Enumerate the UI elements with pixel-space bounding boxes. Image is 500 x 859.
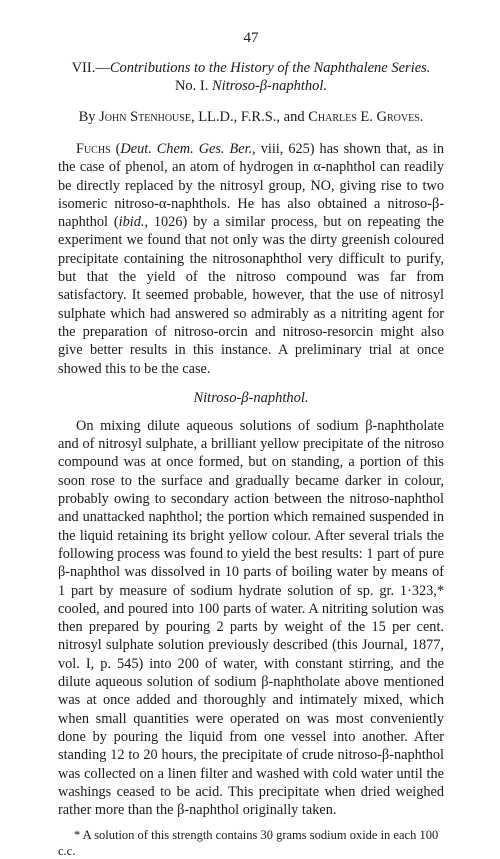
article-number: VII.— — [71, 60, 110, 76]
article-title-text: Contributions to the History of the Naphthalene Series. — [109, 60, 431, 76]
para1-open: ( — [110, 141, 121, 157]
paragraph-intro — [58, 140, 444, 378]
cited-author: Fuchs — [76, 141, 111, 157]
paragraph-method: On mixing dilute aqueous solutions of sodium β-naphtholate and of nitrosyl sulphate, a brilliant yellow precipitate of the nitroso compound was at once formed, but on standing, a portion of this soon rose to the surface and gradually became darker in colour, probably owing to secondary action between the nitroso-naphthol and unattacked naphthol; the portion which remained suspended in the liquid retaining its bright yellow colour. After several trials the following process was found to yield the best results: 1 part of pure β-naphthol was dissolved in 10 parts of boiling water by means of 1 part by measure of sodium hydrate solution of sp. gr. 1·323,* cooled, and poured into 100 parts of water. A nitriting solution was then prepared by pouring 2 parts by weight of the 15 per cent. nitrosyl sulphate solution previously described (this Journal, 1877, vol. I, p. 545) into 200 of water, with constant stirring, and the dilute aqueous solution of sodium β-naphtholate above mentioned was at once added and thoroughly and intimately mixed, which when small quantities were operated on was most conveniently done by pouring the liquid from one vessel into another. After standing 12 to 20 hours, the precipitate of crude nitroso-β-naphthol was collected on a linen filter and washed with cold water until the washings ceased to be acid. This precipitate when dried weighed rather more than the β-naphthol originally taken. — [58, 417, 444, 819]
article-subtitle — [58, 77, 444, 95]
citation-journal: Deut. Chem. Ges. Ber. — [120, 141, 253, 157]
para1-text-a: , viii, 625) has shown that, as in the case of phenol, an atom of hydrogen in α-naphthol can readily be directly replaced by the nitrosyl group, NO, giving rise to two isomeric nitroso-α-naphthols. He has also obtained a nitroso-β-naphthol ( — [58, 141, 444, 231]
page-number: 47 — [243, 30, 259, 46]
subtitle-prefix: No. I. — [174, 78, 212, 94]
para1-text-b: , 1026) by a similar process, but on repeating the experiment we found that not only was the dirty greenish coloured precipitate containing the nitrosonaphthol very difficult to purify, but that the yield of the nitroso compound was far from satisfactory. It seemed probable, however, that the use of nitrosyl sulphate which had answered so admirably as a nitriting agent for the preparation of nitroso-orcin and nitroso-resorcin might also give better results in this instance. A preliminary trial at once showed this to be the case. — [58, 214, 444, 377]
author-2: Charles E. Groves — [308, 109, 420, 125]
footnote: * A solution of this strength contains 30 grams sodium oxide in each 100 c.c. — [58, 828, 439, 859]
article-title — [58, 59, 444, 77]
byline-end: . — [419, 109, 424, 125]
byline — [58, 109, 444, 126]
section-heading-text: Nitroso-β-naphthol. — [193, 389, 309, 406]
byline-by: By — [78, 109, 100, 125]
author-1: John Stenhouse — [99, 109, 191, 125]
section-heading — [58, 390, 444, 407]
subtitle-text: Nitroso-β-naphthol. — [212, 78, 328, 94]
citation-ibid: ibid. — [118, 214, 145, 231]
author-1-suffix: , LL.D., F.R.S., and — [190, 109, 309, 125]
